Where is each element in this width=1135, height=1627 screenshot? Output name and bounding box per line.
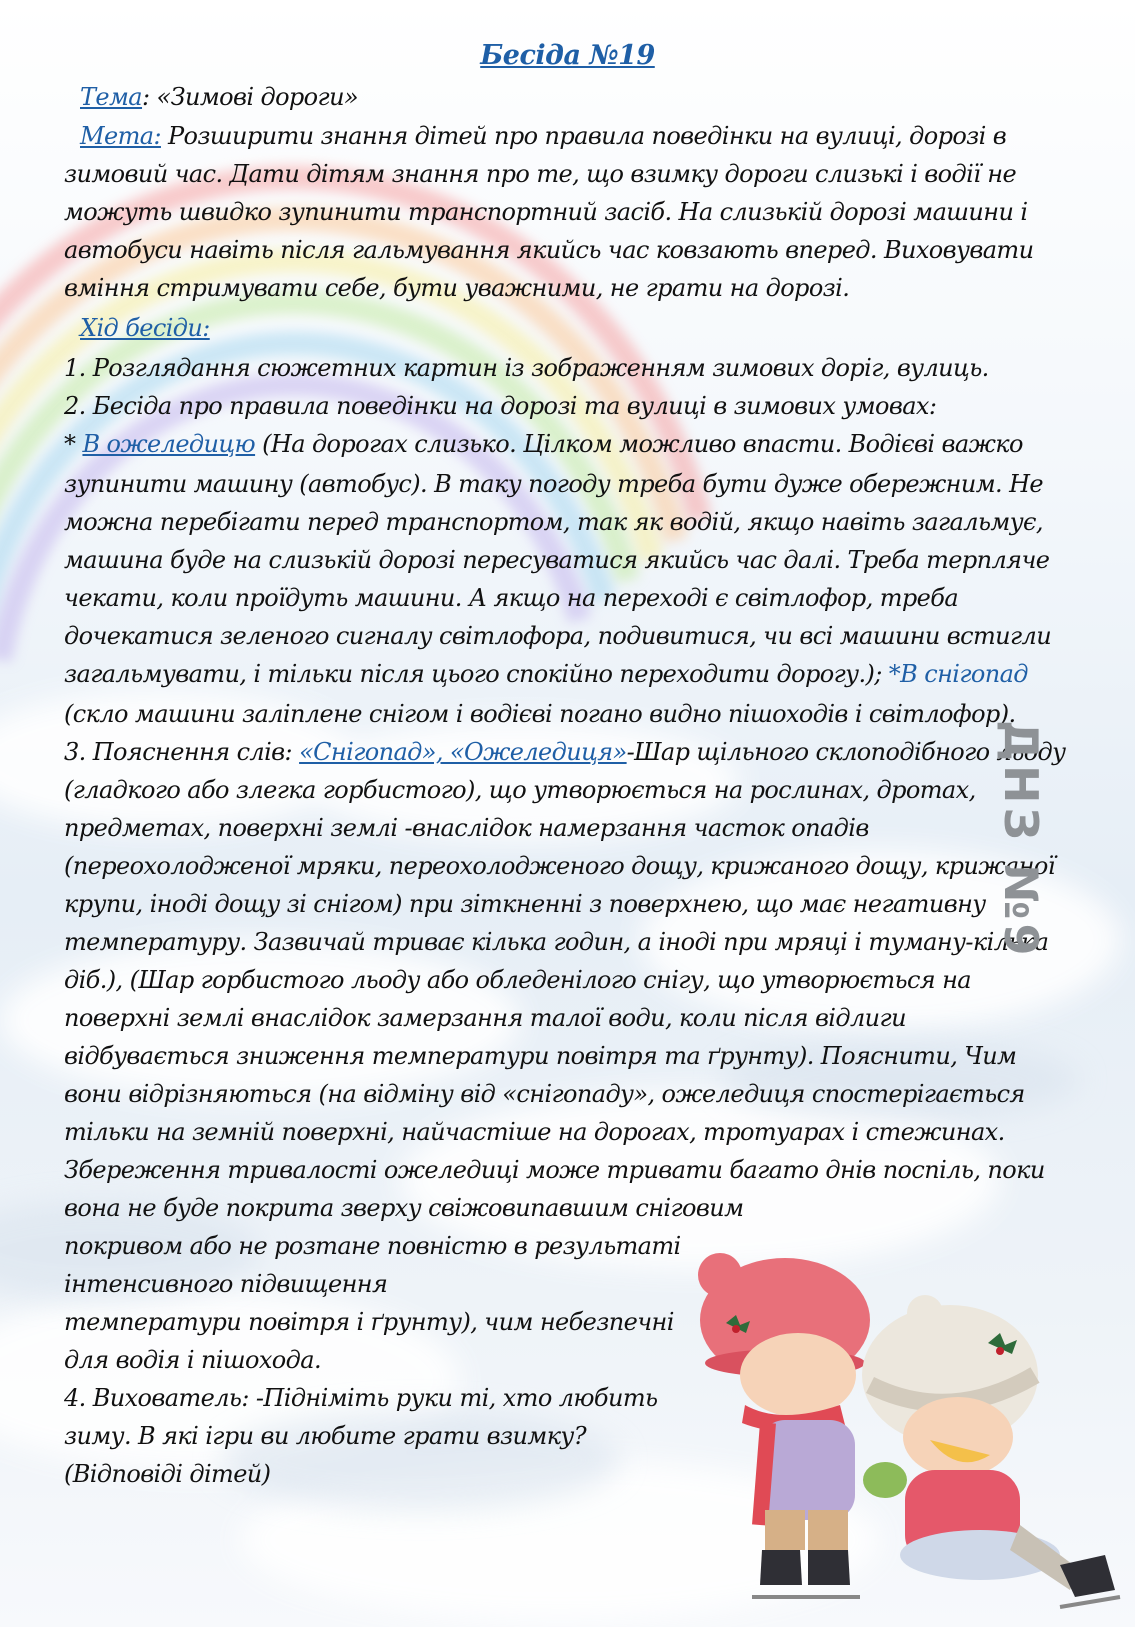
ice-last: загальмувати, і тільки після цього спокійно переходити дорогу.); bbox=[64, 660, 889, 688]
ice-first: (На дорогах слизько. Цілком можливо впасти. Водієві важко bbox=[255, 430, 1023, 458]
item-3-line-12: Збереження тривалості ожеледиці може тривати багато днів поспіль, поки bbox=[64, 1156, 1045, 1184]
item-3-line-8: поверхні землі внаслідок замерзання талої води, коли після відлиги bbox=[64, 1004, 906, 1032]
goal-text-1: Розширити знання дітей про правила поведінки на вулиці, дорозі в bbox=[160, 122, 1007, 150]
goal-label: Мета: bbox=[80, 122, 161, 150]
item-3-line-5: крупи, іноді дощу зі снігом) при зіткненні з поверхнею, що має негативну bbox=[64, 890, 986, 918]
course-label: Хід бесіди: bbox=[80, 314, 210, 342]
item-4-line-3: (Відповіді дітей) bbox=[64, 1460, 271, 1488]
goal-line-1 bbox=[80, 119, 1006, 153]
item-3-line-6: температуру. Зазвичай триває кілька годин, а іноді при мряці і туману-кілька bbox=[64, 928, 1049, 956]
item-2: 2. Бесіда про правила поведінки на дорозі та вулиці в зимових умовах: bbox=[64, 392, 937, 420]
goal-text-5: вміння стримувати себе, бути уважними, не грати на дорозі. bbox=[64, 274, 850, 302]
item-3-line-13: вона не буде покрита зверху свіжовипавшим сніговим bbox=[64, 1194, 744, 1222]
ice-line-6: дочекатися зеленого сигналу світлофора, подивитися, чи всі машини встигли bbox=[64, 622, 1052, 650]
item-3-line-11: тільки на земній поверхні, найчастіше на дорогах, тротуарах і стежинах. bbox=[64, 1118, 1005, 1146]
theme-value: : «Зимові дороги» bbox=[142, 83, 359, 111]
item-3-prefix: 3. Пояснення слів: bbox=[64, 738, 300, 766]
item-1: 1. Розглядання сюжетних картин із зображенням зимових доріг, вулиць. bbox=[64, 354, 989, 382]
ice-line-3: можна перебігати перед транспортом, так як водій, якщо навіть загальмує, bbox=[64, 508, 1043, 536]
watermark-vertical bbox=[994, 720, 1049, 960]
ice-line-4: машина буде на слизькій дорозі пересуватися якийсь час далі. Треба терпляче bbox=[64, 546, 1050, 574]
watermark-text: ДНЗ №9 bbox=[994, 720, 1048, 960]
theme-line bbox=[80, 80, 358, 114]
ice-line-7 bbox=[64, 657, 1028, 691]
ice-line-2: зупинити машину (автобус). В таку погоду треба бути дуже обережним. Не bbox=[64, 470, 1044, 498]
item-3-rest: -Шар щільного склоподібного льоду bbox=[626, 738, 1066, 766]
item-4-line-1: 4. Вихователь: -Підніміть руки ті, хто любить bbox=[64, 1384, 658, 1412]
theme-label: Тема bbox=[80, 83, 143, 111]
goal-text-4: автобуси навіть після гальмування якийсь час ковзають вперед. Виховувати bbox=[64, 236, 1034, 264]
item-3-line-15: інтенсивного підвищення bbox=[64, 1270, 388, 1298]
item-3-line-7: діб.), (Шар горбистого льоду або обледенілого снігу, що утворюється на bbox=[64, 966, 972, 994]
item-3-line-17: для водія і пішохода. bbox=[64, 1346, 321, 1374]
item-3-line-1 bbox=[64, 735, 1065, 769]
goal-text-2: зимовий час. Дати дітям знання про те, що взимку дороги слизькі і водії не bbox=[64, 160, 1017, 188]
item-3-words: «Снігопад», «Ожеледиця» bbox=[299, 738, 627, 766]
goal-text-3: можуть швидко зупинити транспортний засіб. На слизькій дорозі машини і bbox=[64, 198, 1028, 226]
item-4-line-2: зиму. В які ігри ви любите грати взимку? bbox=[64, 1422, 587, 1450]
ice-star: * bbox=[64, 430, 83, 458]
snow-label: *В снігопад bbox=[888, 660, 1028, 688]
item-3-line-3: предметах, поверхні землі -внаслідок намерзання часток опадів bbox=[64, 814, 869, 842]
item-3-line-16: температури повітря і ґрунту), чим небезпечні bbox=[64, 1308, 674, 1336]
item-3-line-2: (гладкого або злегка горбистого), що утворюється на рослинах, дротах, bbox=[64, 776, 976, 804]
ice-line-5: чекати, коли проїдуть машини. А якщо на переході є світлофор, треба bbox=[64, 584, 959, 612]
document-title: Бесіда №19 bbox=[480, 40, 655, 71]
item-3-line-9: відбувається зниження температури повітря та ґрунту). Пояснити, Чим bbox=[64, 1042, 1017, 1070]
ice-label: В ожеледицю bbox=[82, 430, 256, 458]
item-3-line-14: покривом або не розтане повністю в результаті bbox=[64, 1232, 681, 1260]
item-3-line-10: вони відрізняються (на відміну від «снігопаду», ожеледиця спостерігається bbox=[64, 1080, 1025, 1108]
snow-text: (скло машини заліплене снігом і водієві погано видно пішоходів і світлофор). bbox=[64, 700, 1016, 728]
item-3-line-4: (переохолодженої мряки, переохолодженого дощу, крижаного дощу, крижаної bbox=[64, 852, 1055, 880]
ice-line-1 bbox=[64, 427, 1023, 461]
